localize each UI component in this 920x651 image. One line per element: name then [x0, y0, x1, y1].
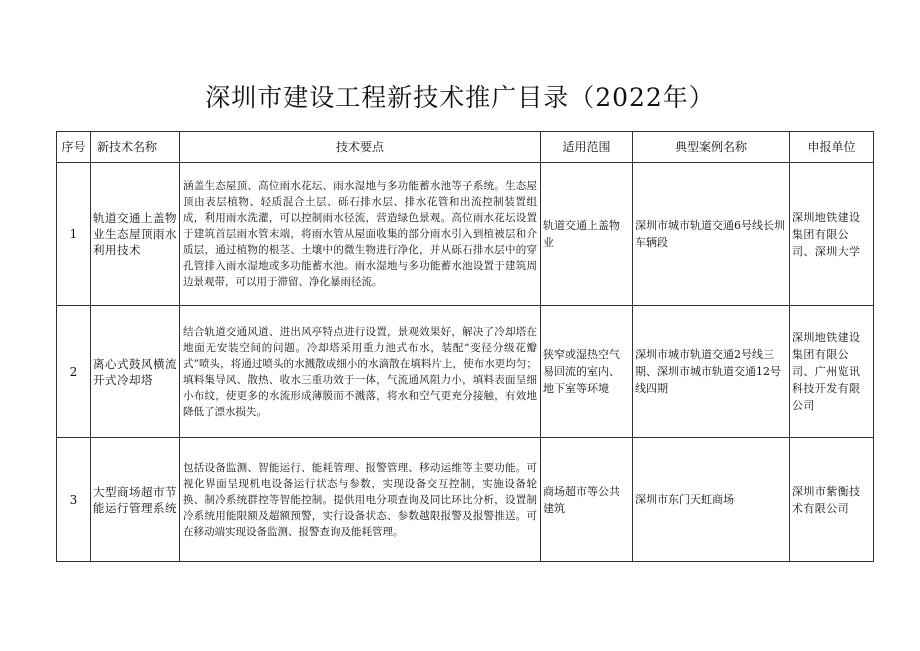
technology-catalog-table	[56, 131, 874, 562]
row-case: 深圳市城市轨道交通2号线三期、深圳市城市轨道交通12号线四期	[633, 306, 790, 438]
row-unit: 深圳地铁建设集团有限公司、深圳大学	[790, 163, 874, 306]
header-name: 新技术名称	[91, 132, 180, 163]
row-tech-points: 涵盖生态屋顶、高位雨水花坛、雨水湿地与多功能蓄水池等子系统。生态屋顶由表层植物、轻质混合土层、砾石排水层、排水花管和出流控制装置组成，利用雨水洗灌，可以控制雨水径流，营造绿色景观。高位雨水花坛设置于建筑首层雨水管末端，将雨水管从屋面收集的部分雨水引入到植被层和介质层，通过植物的根茎、土壤中的微生物进行净化，并从砾石排水层中的穿孔管排入雨水湿地或多功能蓄水池。雨水湿地与多功能蓄水池设置于建筑周边景观带，可以用于滞留、净化暴雨径流。	[180, 163, 541, 306]
row-tech-points: 结合轨道交通风道、进出风亭特点进行设置，景观效果好，解决了冷却塔在地面无安装空间的问题。冷却塔采用重力池式布水，装配“变径分级花瓣式”喷头，将通过喷头的水溅散成细小的水滴散在填料片上，使布水更均匀；填料集导风、散热、收水三重功效于一体，气流通风阻力小，填料表面呈细小布纹，使更多的水流形成薄膜而不溅落，将水和空气更充分接触，有效地降低了漂水损失。	[180, 306, 541, 438]
row-case: 深圳市东门天虹商场	[633, 438, 790, 562]
table-row	[57, 163, 874, 306]
row-tech-name: 大型商场超市节能运行管理系统	[91, 438, 180, 562]
row-unit: 深圳市紫衡技术有限公司	[790, 438, 874, 562]
row-unit: 深圳地铁建设集团有限公司、广州览讯科技开发有限公司	[790, 306, 874, 438]
row-scope: 商场超市等公共建筑	[541, 438, 633, 562]
row-scope: 狭窄或湿热空气易回流的室内、地下室等环境	[541, 306, 633, 438]
table-header-row	[57, 132, 874, 163]
row-tech-name: 轨道交通上盖物业生态屋顶雨水利用技术	[91, 163, 180, 306]
table-row	[57, 306, 874, 438]
document-title: 深圳市建设工程新技术推广目录（2022年）	[205, 83, 715, 112]
row-case: 深圳市城市轨道交通6号线长圳车辆段	[633, 163, 790, 306]
header-points: 技术要点	[180, 132, 541, 163]
row-seq: 3	[57, 438, 91, 562]
row-scope: 轨道交通上盖物业	[541, 163, 633, 306]
table-row	[57, 438, 874, 562]
row-seq: 2	[57, 306, 91, 438]
row-tech-name: 离心式鼓风横流开式冷却塔	[91, 306, 180, 438]
row-seq: 1	[57, 163, 91, 306]
header-seq: 序号	[57, 132, 91, 163]
row-tech-points: 包括设备监测、智能运行、能耗管理、报警管理、移动运维等主要功能。可视化界面呈现机电设备运行状态与参数，实现设备交互控制，实施设备轮换、制冷系统群控等智能控制。提供用电分项查询及同比环比分析，设置制冷系统用能限额及超额预警，实行设备状态、参数越限报警及报警推送。可在移动端实现设备监测、报警查询及能耗管理。	[180, 438, 541, 562]
header-scope: 适用范围	[541, 132, 633, 163]
header-case: 典型案例名称	[633, 132, 790, 163]
header-unit: 申报单位	[790, 132, 874, 163]
